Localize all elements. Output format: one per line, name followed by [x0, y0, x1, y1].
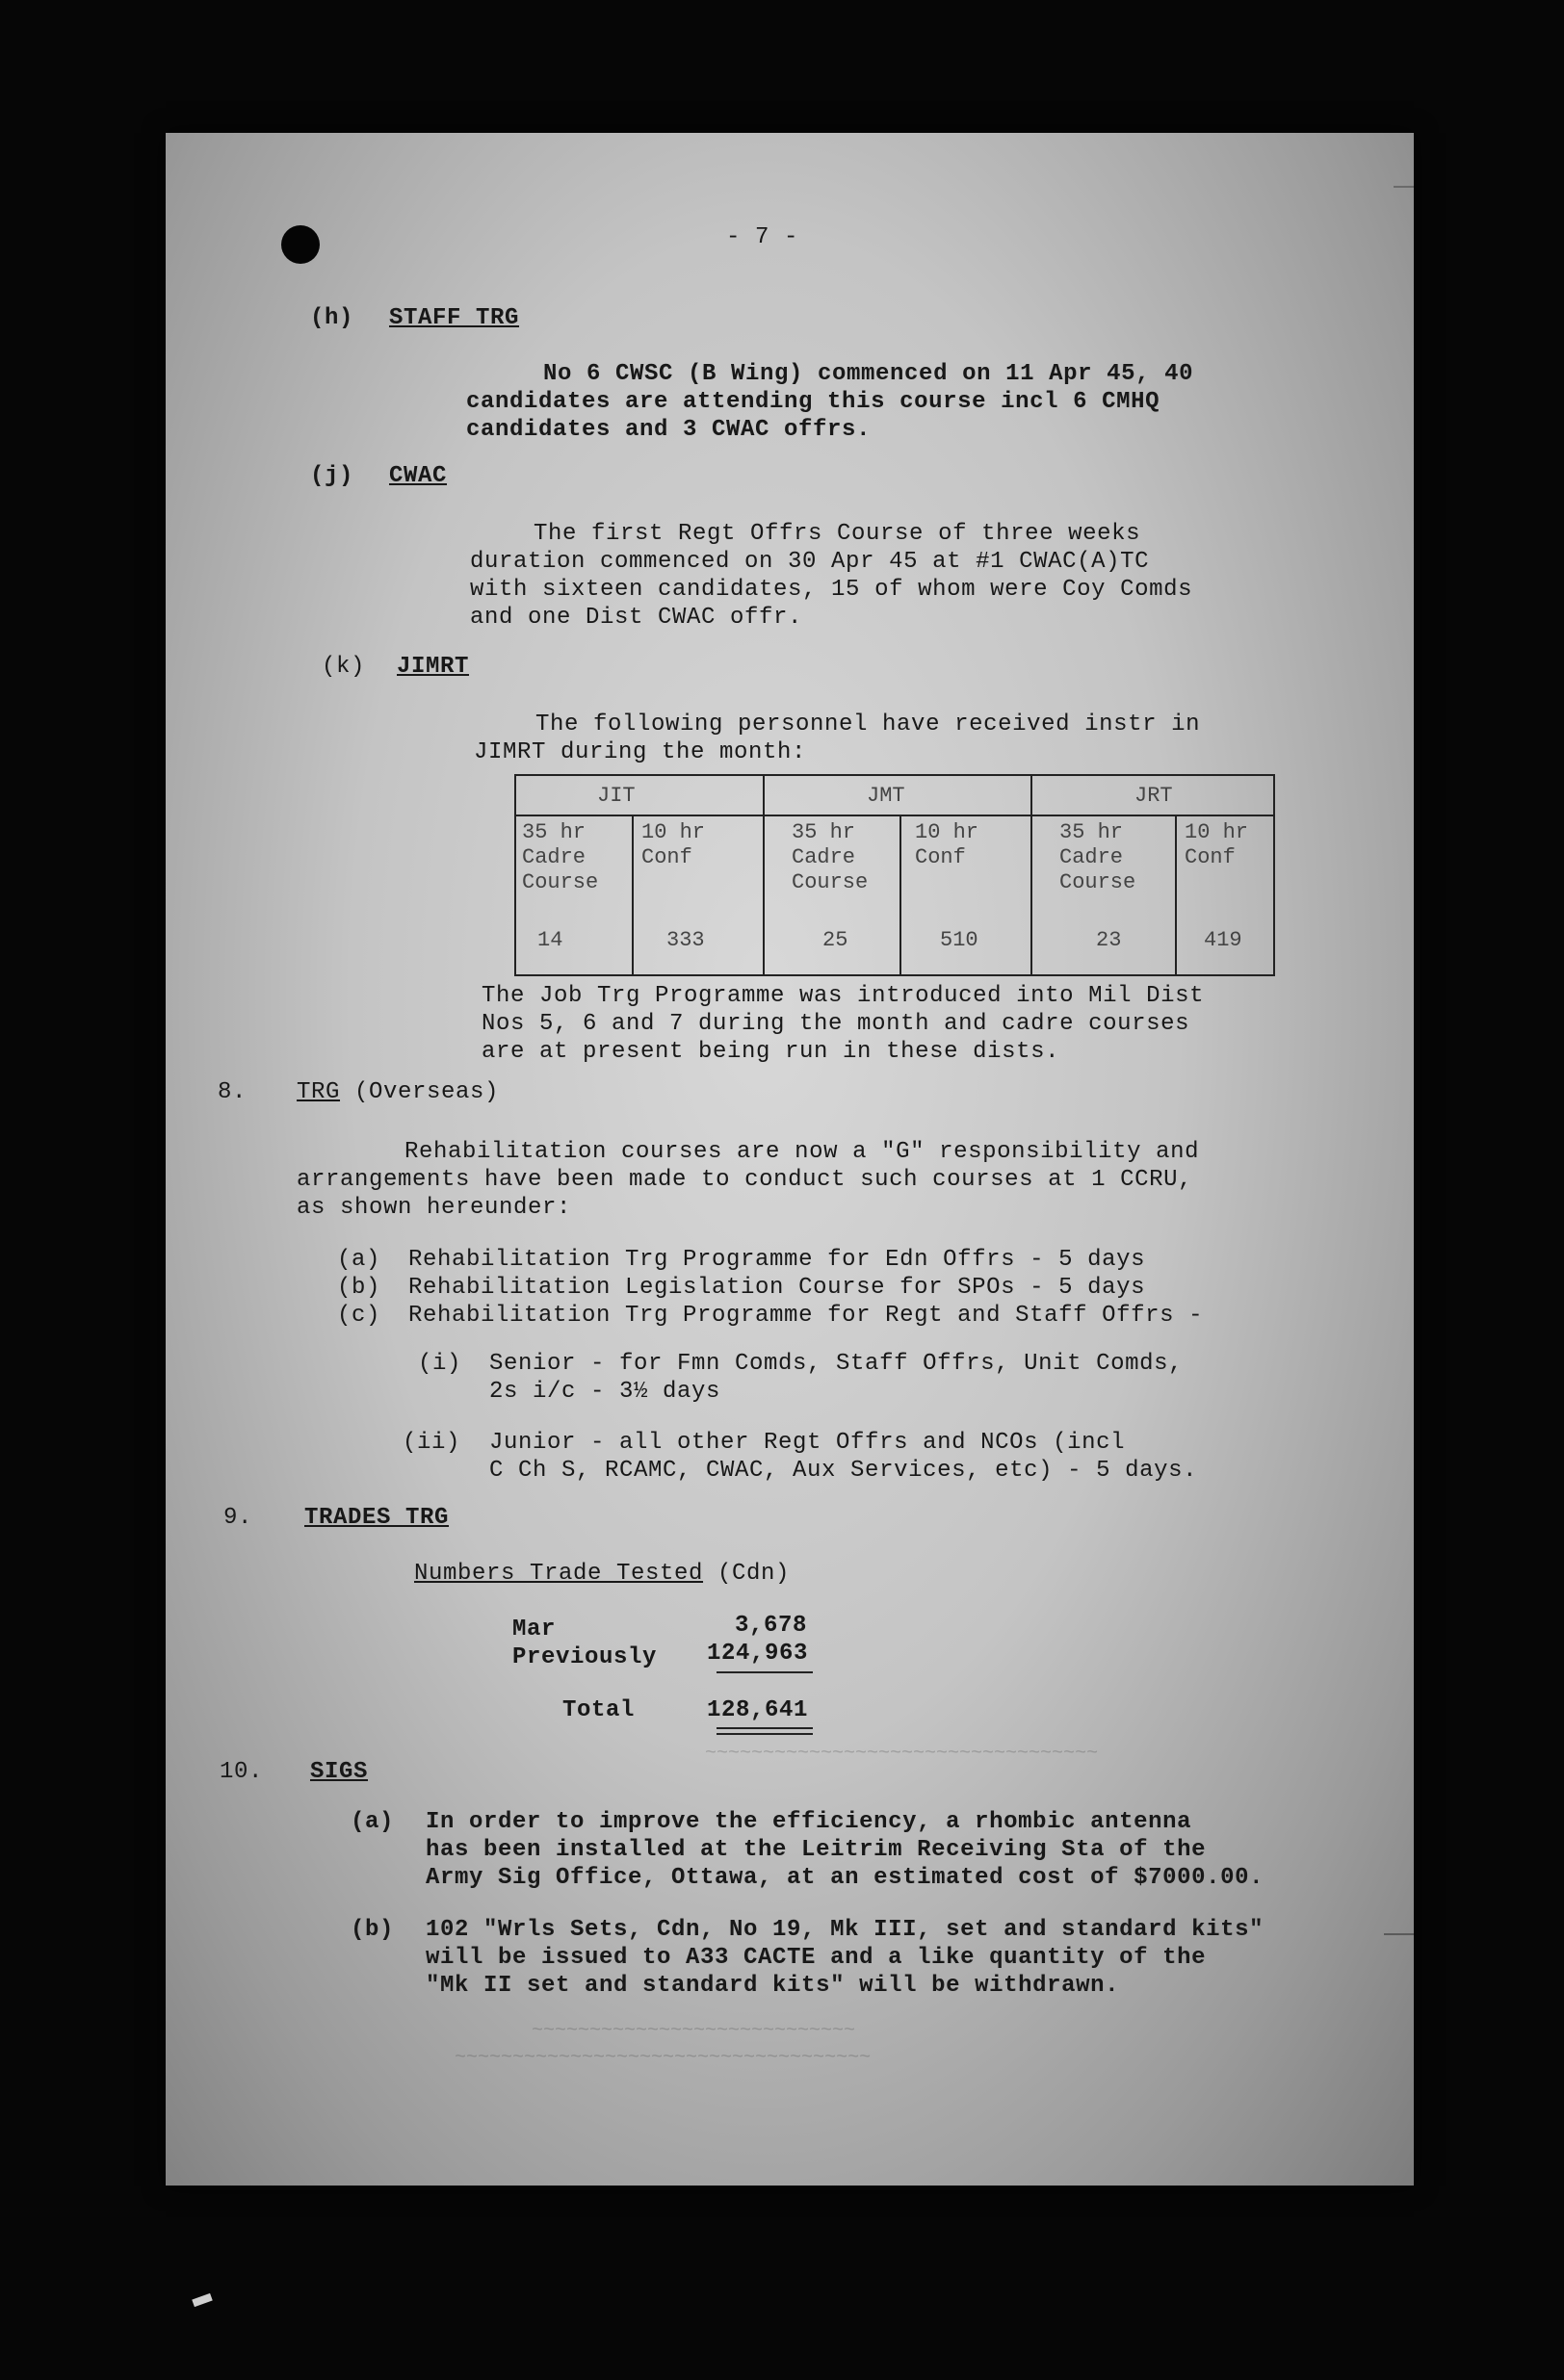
- section-10-item-line: will be issued to A33 CACTE and a like quantity of the: [426, 1945, 1207, 1971]
- table-group-header: JIT: [597, 784, 636, 808]
- bleed-through-text: ~~~~~~~~~~~~~~~~~~~~~~~~~~~~~~~~~~~~: [455, 2047, 872, 2069]
- section-10-item-label: (a): [351, 1809, 395, 1835]
- section-8-subitem-label: (ii): [403, 1430, 461, 1456]
- section-j-line: duration commenced on 30 Apr 45 at #1 CWAC(A)TC: [470, 549, 1150, 575]
- document-page: [166, 133, 1414, 2186]
- page-number: - 7 -: [726, 224, 799, 250]
- table-value: 419: [1204, 928, 1242, 952]
- section-j-line: with sixteen candidates, 15 of whom were Coy Comds: [470, 577, 1193, 603]
- punch-hole: [281, 225, 320, 264]
- section-j-line: and one Dist CWAC offr.: [470, 605, 803, 631]
- table-sub-header: 35 hr Cadre Course: [522, 820, 599, 894]
- trade-row-label: Mar: [512, 1617, 557, 1643]
- table-value: 23: [1096, 928, 1122, 952]
- section-k-label: (k): [322, 654, 366, 680]
- table-rule: [632, 815, 634, 974]
- table-group-header: JRT: [1134, 784, 1173, 808]
- section-8-subitem-line: 2s i/c - 3½ days: [489, 1379, 721, 1405]
- section-8-item-label: (b): [337, 1275, 381, 1301]
- section-9-subheading-text: Numbers Trade Tested: [414, 1561, 704, 1587]
- table-group-header: JMT: [867, 784, 905, 808]
- table-rule: [1175, 815, 1177, 974]
- bleed-through-text: ~~~~~~~~~~~~~~~~~~~~~~~~~~~~: [532, 2020, 856, 2042]
- section-k-after: The Job Trg Programme was introduced into Mil Dist: [482, 983, 1205, 1009]
- table-value: 14: [537, 928, 563, 952]
- sum-rule: [717, 1671, 813, 1673]
- section-h-heading: STAFF TRG: [389, 305, 520, 331]
- section-10-item-line: 102 "Wrls Sets, Cdn, No 19, Mk III, set and standard kits": [426, 1917, 1264, 1943]
- section-8-item-text: Rehabilitation Trg Programme for Regt and Staff Offrs -: [408, 1303, 1204, 1329]
- table-rule: [763, 774, 765, 974]
- table-rule: [899, 815, 901, 974]
- section-8-number: 8.: [218, 1079, 248, 1105]
- edge-mark: [1394, 186, 1414, 188]
- section-j-line: The first Regt Offrs Course of three weeks: [534, 521, 1141, 547]
- edge-mark: [1384, 1933, 1414, 1935]
- section-10-item-line: "Mk II set and standard kits" will be withdrawn.: [426, 1973, 1120, 1999]
- section-8-item-label: (a): [337, 1247, 381, 1273]
- table-sub-header: 10 hr Conf: [641, 820, 706, 869]
- section-9-subheading-suffix: (Cdn): [703, 1561, 791, 1587]
- section-h-line: candidates and 3 CWAC offrs.: [466, 417, 872, 443]
- section-8-subitem-line: Senior - for Fmn Comds, Staff Offrs, Unit Comds,: [489, 1351, 1184, 1377]
- section-8-item-label: (c): [337, 1303, 381, 1329]
- section-8-line: as shown hereunder:: [297, 1195, 572, 1221]
- table-sub-header: 35 hr Cadre Course: [792, 820, 869, 894]
- trade-row-label: Previously: [512, 1644, 658, 1670]
- section-k-after: Nos 5, 6 and 7 during the month and cadre courses: [482, 1011, 1190, 1037]
- section-9-heading: TRADES TRG: [304, 1505, 450, 1531]
- section-k-intro: JIMRT during the month:: [474, 739, 807, 765]
- section-8-subitem-label: (i): [418, 1351, 462, 1377]
- section-h-label: (h): [310, 305, 354, 331]
- section-8-line: Rehabilitation courses are now a "G" responsibility and: [404, 1139, 1200, 1165]
- table-sub-header: 10 hr Conf: [915, 820, 979, 869]
- section-k-intro: The following personnel have received instr in: [535, 711, 1201, 737]
- table-sub-header: 35 hr Cadre Course: [1059, 820, 1136, 894]
- table-value: 333: [666, 928, 705, 952]
- trade-row-value: 124,963: [707, 1641, 809, 1667]
- section-10-item-line: In order to improve the efficiency, a rhombic antenna: [426, 1809, 1192, 1835]
- table-value: 25: [822, 928, 848, 952]
- section-j-label: (j): [310, 463, 354, 489]
- section-10-item-line: Army Sig Office, Ottawa, at an estimated cost of $7000.00.: [426, 1865, 1264, 1891]
- section-8-subitem-line: Junior - all other Regt Offrs and NCOs (incl: [489, 1430, 1126, 1456]
- section-10-number: 10.: [220, 1759, 264, 1785]
- section-9-subheading: [414, 1560, 790, 1588]
- table-rule: [514, 815, 1273, 816]
- section-h-line: candidates are attending this course incl 6 CMHQ: [466, 389, 1160, 415]
- section-8-item-text: Rehabilitation Trg Programme for Edn Offrs - 5 days: [408, 1247, 1146, 1273]
- section-k-heading: JIMRT: [397, 654, 470, 680]
- section-10-item-line: has been installed at the Leitrim Receiving Sta of the: [426, 1837, 1207, 1863]
- table-value: 510: [940, 928, 978, 952]
- section-8-item-text: Rehabilitation Legislation Course for SPOs - 5 days: [408, 1275, 1146, 1301]
- bleed-through-text: ~~~~~~~~~~~~~~~~~~~~~~~~~~~~~~~~~~: [705, 1743, 1099, 1765]
- section-9-number: 9.: [223, 1505, 253, 1531]
- section-8-subitem-line: C Ch S, RCAMC, CWAC, Aux Services, etc) - 5 days.: [489, 1458, 1198, 1484]
- section-8-line: arrangements have been made to conduct such courses at 1 CCRU,: [297, 1167, 1193, 1193]
- section-8-heading-suffix: (Overseas): [340, 1079, 500, 1105]
- total-rule: [717, 1733, 813, 1735]
- section-8-heading: [297, 1078, 499, 1106]
- section-8-heading-text: TRG: [297, 1079, 341, 1105]
- table-sub-header: 10 hr Conf: [1185, 820, 1249, 869]
- section-10-item-label: (b): [351, 1917, 395, 1943]
- trade-row-value: 3,678: [734, 1613, 807, 1639]
- section-10-heading: SIGS: [310, 1759, 369, 1785]
- total-rule: [717, 1727, 813, 1729]
- table-rule: [1030, 774, 1032, 974]
- trade-row-label: Total: [562, 1697, 636, 1723]
- section-h-line: No 6 CWSC (B Wing) commenced on 11 Apr 45, 40: [543, 361, 1194, 387]
- section-k-after: are at present being run in these dists.: [482, 1039, 1060, 1065]
- trade-row-value: 128,641: [707, 1697, 809, 1723]
- section-j-heading: CWAC: [389, 463, 448, 489]
